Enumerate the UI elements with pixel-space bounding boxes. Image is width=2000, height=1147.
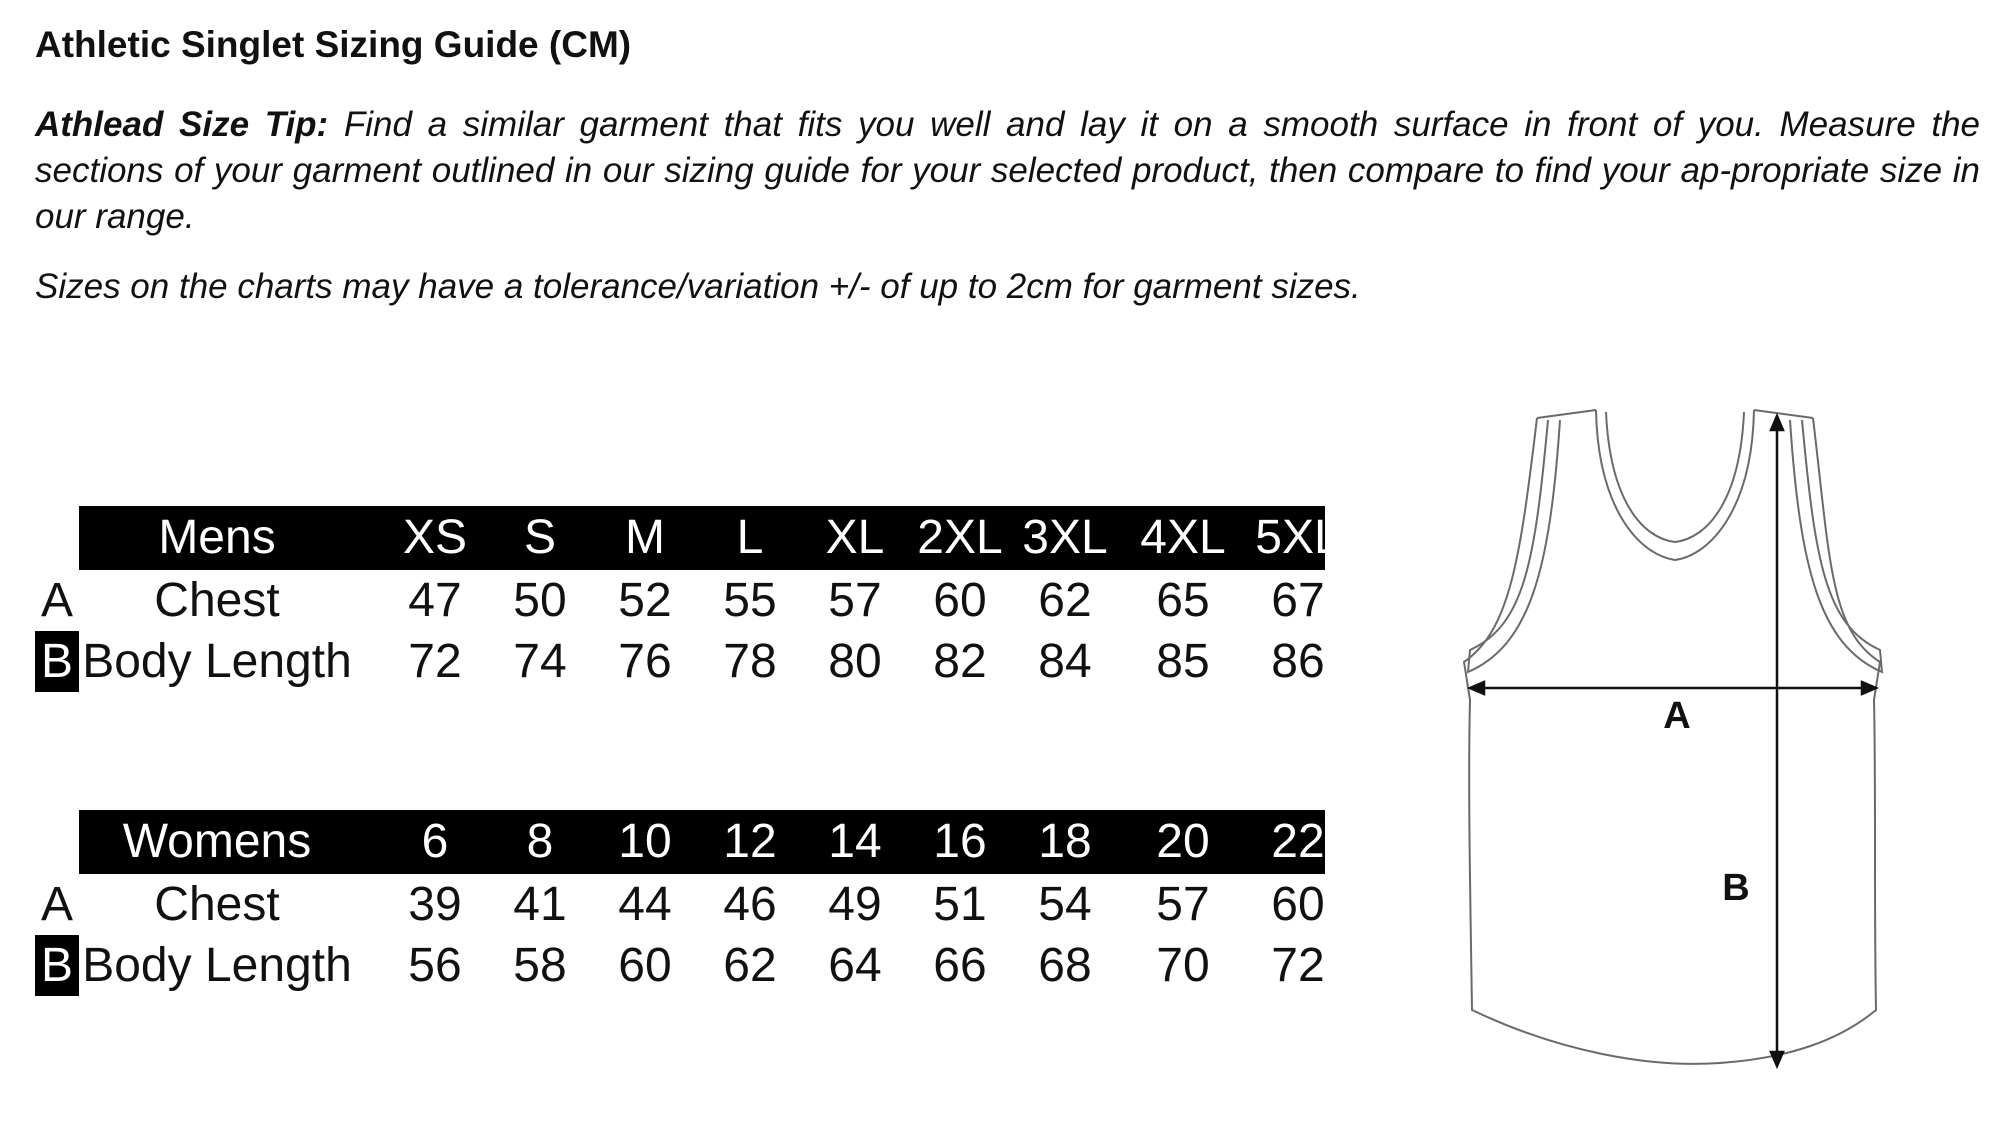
mens-header-label: Mens [158, 511, 276, 564]
womens-chest-value: 41 [513, 878, 567, 931]
womens-chest-label: Chest [154, 878, 280, 931]
mens-chest-value: 50 [513, 574, 567, 627]
womens-chest-value: 57 [1156, 878, 1210, 931]
mens-chest-row [35, 570, 1325, 631]
womens-size-16: 16 [933, 815, 987, 868]
womens-size-8: 8 [526, 815, 554, 868]
mens-chest-value: 62 [1038, 574, 1092, 627]
womens-body-length-label: Body Length [82, 939, 352, 992]
womens-chest-value: 54 [1038, 878, 1092, 931]
womens-body-length-value: 66 [933, 939, 987, 992]
mens-body-length-label: Body Length [82, 635, 352, 688]
right-armhole-binding [1790, 420, 1882, 672]
mens-size-m: M [625, 511, 665, 564]
mens-body-length-row [35, 631, 1325, 692]
tolerance-note: Sizes on the charts may have a tolerance/variation +/- of up to 2cm for garment sizes. [35, 267, 1361, 306]
mens-size-s: S [523, 511, 556, 564]
measure-letter-b: B [35, 935, 79, 996]
womens-chest-row [35, 874, 1325, 935]
womens-body-length-value: 64 [828, 939, 882, 992]
measure-letter-a: A [40, 878, 73, 931]
womens-size-18: 18 [1038, 815, 1092, 868]
mens-chest-value: 67 [1271, 574, 1325, 627]
body-length-dimension-arrow [1771, 416, 1783, 1066]
womens-size-6: 6 [421, 815, 449, 868]
womens-chest-value: 49 [828, 878, 882, 931]
mens-size-xs: XS [402, 511, 468, 564]
mens-body-length-value: 76 [618, 635, 672, 688]
size-tip-label: Athlead Size Tip: [35, 105, 329, 144]
womens-header-label: Womens [122, 815, 312, 868]
singlet-outline [1464, 418, 1880, 1064]
mens-body-length-value: 86 [1271, 635, 1325, 688]
size-tip [35, 102, 1980, 240]
mens-chest-value: 52 [618, 574, 672, 627]
womens-size-14: 14 [828, 815, 882, 868]
womens-chest-value: 46 [723, 878, 777, 931]
womens-chest-value: 60 [1271, 878, 1325, 931]
right-strap-top [1754, 410, 1813, 418]
mens-size-2xl: 2XL [917, 511, 1003, 564]
mens-size-l: L [736, 511, 764, 564]
womens-body-length-value: 58 [513, 939, 567, 992]
mens-chest-value: 60 [933, 574, 987, 627]
mens-size-xl: XL [825, 511, 885, 564]
mens-chest-value: 57 [828, 574, 882, 627]
womens-body-length-value: 62 [723, 939, 777, 992]
womens-header-row [79, 810, 1325, 874]
mens-size-4xl: 4XL [1140, 511, 1226, 564]
chest-dimension-label: A [1663, 695, 1691, 737]
singlet-diagram [1440, 400, 1920, 1080]
mens-chest-value: 55 [723, 574, 777, 627]
womens-body-length-value: 60 [618, 939, 672, 992]
womens-chest-value: 51 [933, 878, 987, 931]
womens-chest-value: 39 [408, 878, 462, 931]
womens-size-10: 10 [618, 815, 672, 868]
mens-chest-label: Chest [154, 574, 280, 627]
womens-body-length-value: 70 [1156, 939, 1210, 992]
mens-body-length-value: 82 [933, 635, 987, 688]
left-strap-top [1537, 410, 1596, 418]
mens-header-row [79, 506, 1341, 570]
page-title: Athletic Singlet Sizing Guide (CM) [35, 24, 632, 65]
mens-body-length-value: 84 [1038, 635, 1092, 688]
mens-body-length-value: 78 [723, 635, 777, 688]
mens-size-table [35, 506, 1341, 692]
womens-size-table [35, 810, 1325, 996]
womens-body-length-value: 72 [1271, 939, 1325, 992]
size-tip-text: Find a similar garment that fits you well and lay it on a smooth surface in front of you. Measure the sections of your garment outlined in our sizing guide for your selected product, then compare to find your ap-propriate size in our range. [35, 105, 1981, 236]
measure-letter-b: B [35, 631, 79, 692]
mens-size-5xl: 5XL [1255, 511, 1341, 564]
womens-size-22: 22 [1271, 815, 1325, 868]
chest-dimension-arrow [1470, 682, 1876, 694]
mens-body-length-value: 85 [1156, 635, 1210, 688]
womens-size-12: 12 [723, 815, 777, 868]
mens-chest-value: 65 [1156, 574, 1210, 627]
mens-body-length-value: 72 [408, 635, 462, 688]
womens-size-20: 20 [1156, 815, 1210, 868]
left-armhole-binding [1468, 420, 1560, 672]
neckline-binding [1606, 412, 1744, 542]
womens-chest-value: 44 [618, 878, 672, 931]
measure-letter-a: A [40, 574, 73, 627]
womens-body-length-value: 56 [408, 939, 462, 992]
mens-body-length-value: 80 [828, 635, 882, 688]
body-length-dimension-label: B [1722, 867, 1750, 909]
mens-body-length-value: 74 [513, 635, 567, 688]
mens-size-3xl: 3XL [1022, 511, 1108, 564]
mens-chest-value: 47 [408, 574, 462, 627]
womens-body-length-value: 68 [1038, 939, 1092, 992]
womens-body-length-row [35, 935, 1325, 996]
